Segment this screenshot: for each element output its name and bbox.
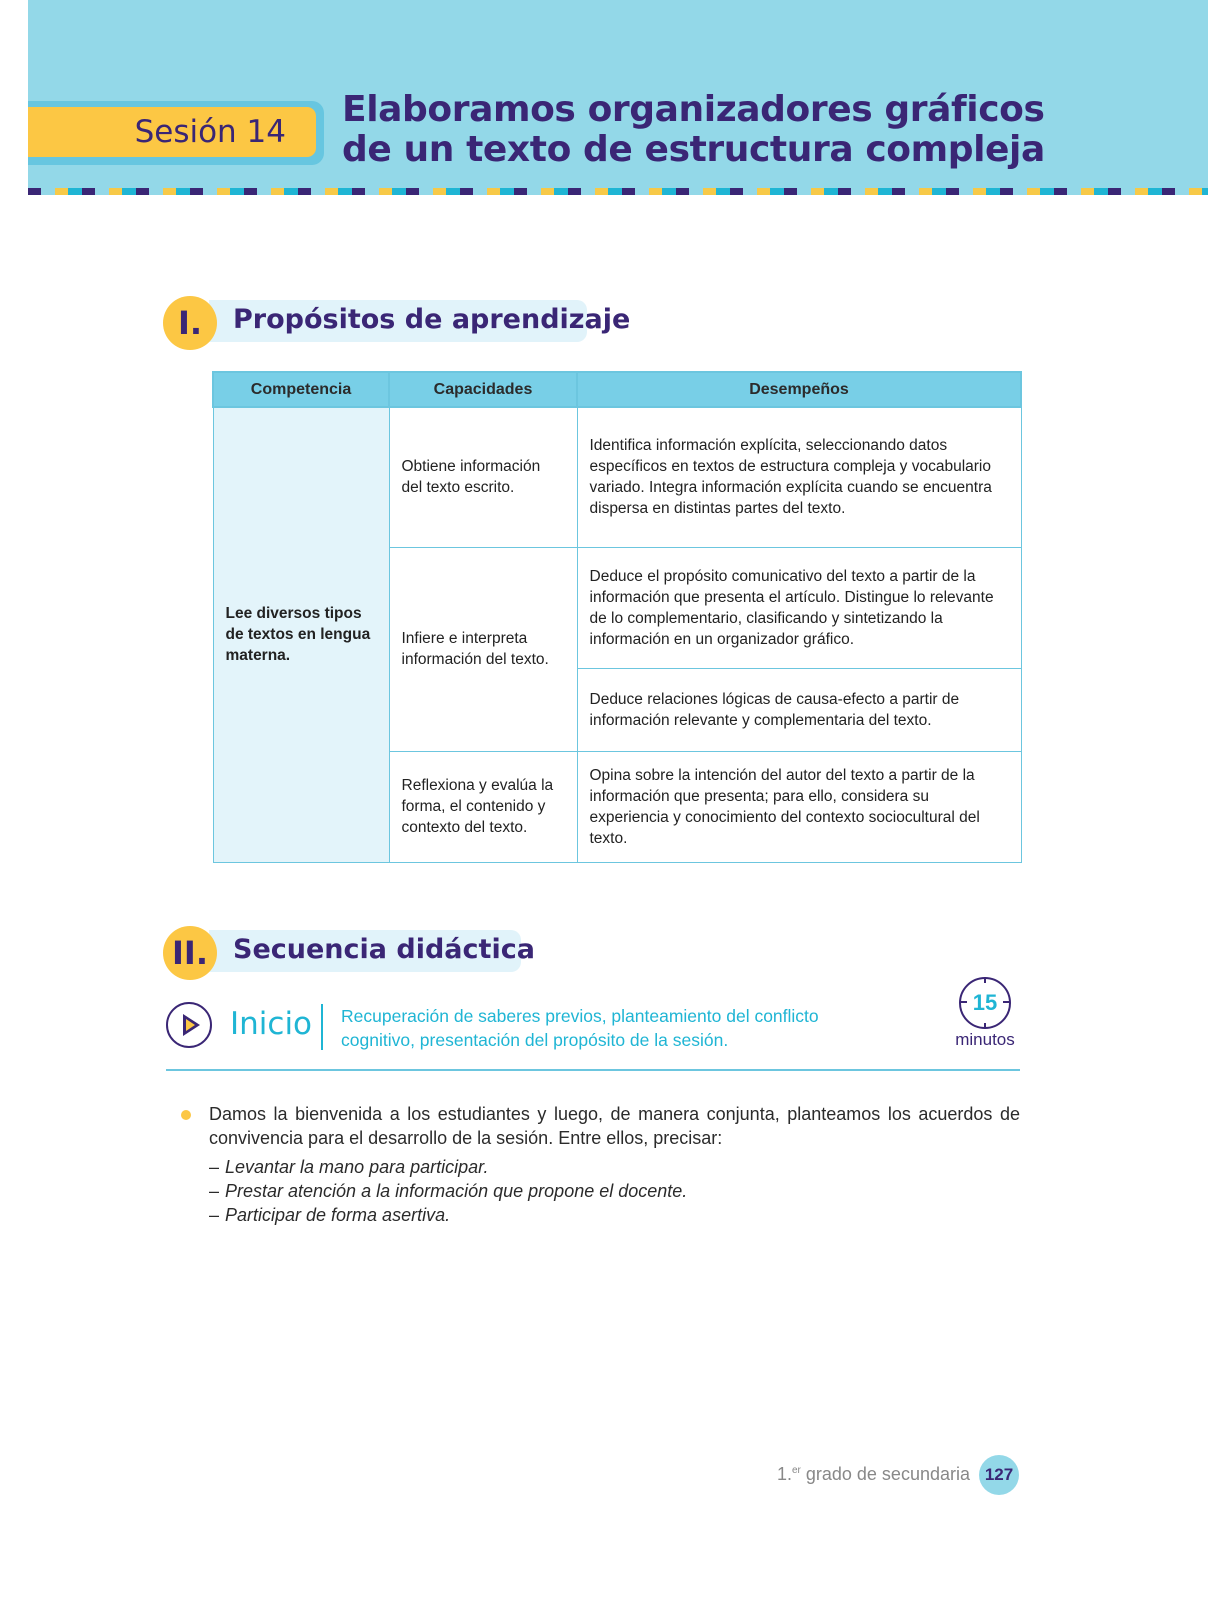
list-item [209, 1203, 909, 1227]
inicio-divider [321, 1004, 323, 1050]
minutes-label: minutos [955, 1030, 1015, 1049]
competencia-cell: Lee diversos tipos de textos en lengua materna. [213, 407, 389, 862]
list-marker: – [209, 1157, 220, 1177]
table-row [213, 407, 1021, 547]
header-desempenos: Desempeños [577, 372, 1021, 407]
session-title-line1: Elaboramos organizadores gráficos [342, 89, 1045, 130]
capacidad-cell: Obtiene información del texto escrito. [389, 407, 577, 547]
desempeno-cell: Deduce relaciones lógicas de causa-efecto a partir de información relevante y complementaria del texto. [577, 668, 1021, 751]
minutes-value: 15 [972, 990, 998, 1015]
list-item [209, 1179, 909, 1203]
section-number-badge: I. [163, 296, 217, 350]
session-tab [28, 101, 324, 165]
section-title: Propósitos de aprendizaje [233, 304, 631, 335]
session-label: Sesión 14 [28, 107, 316, 157]
desempeno-cell: Deduce el propósito comunicativo del texto a partir de la información que presenta el artículo. Distingue lo relevante de lo complementario, clasificando y sintetizando la información en un organizador gráfico. [577, 547, 1021, 668]
play-triangle [183, 1014, 200, 1036]
grade-number: 1. [776, 1464, 792, 1484]
stopwatch-icon [959, 977, 1011, 1029]
desempeno-cell: Opina sobre la intención del autor del texto a partir de la información que presenta; para ello, considera su experiencia y conocimiento del contexto sociocultural del texto. [577, 751, 1021, 862]
learning-purposes-table [212, 371, 1022, 863]
capacidad-cell: Infiere e interpreta información del texto. [389, 547, 577, 751]
session-title [342, 90, 1162, 170]
list-item [209, 1155, 909, 1179]
section-title: Secuencia didáctica [233, 934, 535, 965]
section-rule [166, 1069, 1020, 1071]
page-number: 127 [979, 1455, 1019, 1495]
inicio-row [166, 1000, 1020, 1056]
header-competencia: Competencia [213, 372, 389, 407]
inicio-description: Recuperación de saberes previos, planteamiento del conflicto cognitivo, presentación del propósito de la sesión. [341, 1006, 819, 1050]
header-dash-strip [28, 188, 1208, 195]
capacidad-cell: Reflexiona y evalúa la forma, el contenido y contexto del texto. [389, 751, 577, 862]
list-item-text: Participar de forma asertiva. [225, 1205, 451, 1225]
list-marker: – [209, 1205, 220, 1225]
header-capacidades: Capacidades [389, 372, 577, 407]
play-circle-icon [166, 1002, 212, 1048]
list-marker: – [209, 1181, 220, 1201]
list-item-text: Levantar la mano para participar. [225, 1157, 489, 1177]
inicio-label: Inicio [230, 1006, 313, 1042]
agreements-list [209, 1155, 909, 1227]
grade-text: grado de secundaria [800, 1464, 970, 1484]
list-item-text: Prestar atención a la información que propone el docente. [225, 1181, 688, 1201]
bullet-text: Damos la bienvenida a los estudiantes y luego, de manera conjunta, planteamos los acuerdos de convivencia para el desarrollo de la sesión. Entre ellos, precisar: [209, 1104, 1020, 1148]
bullet-dot [181, 1110, 191, 1120]
grade-superscript: er [791, 1465, 801, 1476]
desempeno-cell: Identifica información explícita, seleccionando datos específicos en textos de estructura compleja y vocabulario variado. Integra información explícita cuando se encuentra dispersa en distintas partes del texto. [577, 407, 1021, 547]
section-heading-propositos [163, 296, 631, 346]
section-number-badge: II. [163, 926, 217, 980]
table-header-row [213, 372, 1021, 407]
footer-grade [700, 1464, 970, 1485]
section-heading-secuencia [163, 926, 535, 976]
session-title-line2: de un texto de estructura compleja [342, 129, 1045, 170]
